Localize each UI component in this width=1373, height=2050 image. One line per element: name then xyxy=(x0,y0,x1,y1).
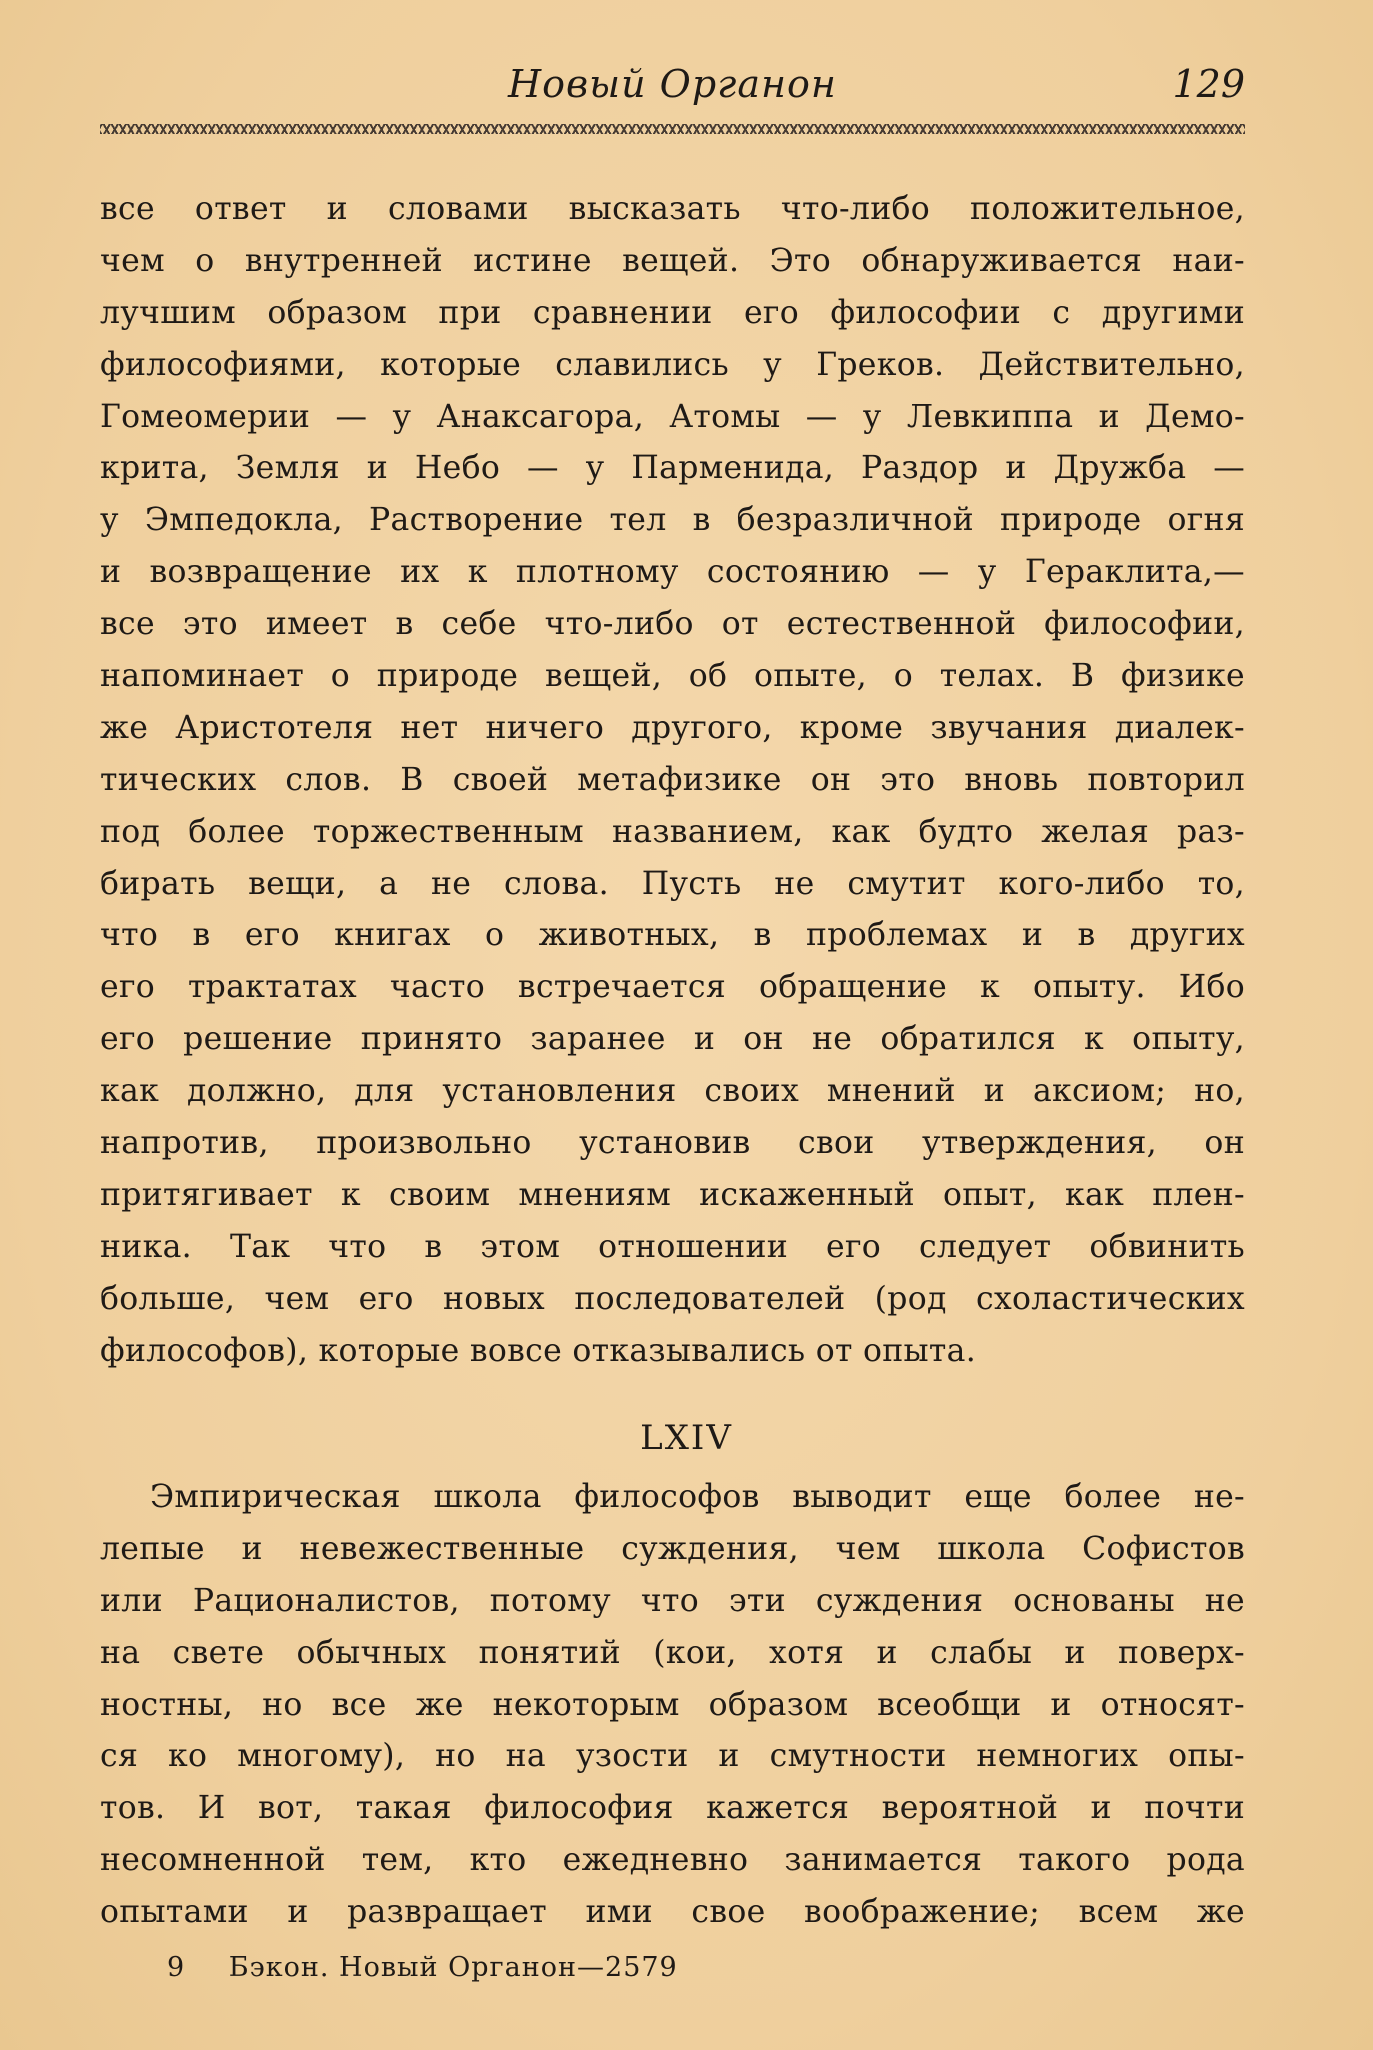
text-line: чем о внутренней истине вещей. Это обнаруживается наи- xyxy=(100,242,1245,279)
text-line: ся ко многому), но на узости и смутности немногих опы- xyxy=(100,1738,1245,1775)
paragraph-1 xyxy=(100,184,1245,1377)
text-line: ника. Так что в этом отношении его следует обвинить xyxy=(100,1228,1245,1265)
text-line: же Аристотеля нет ничего другого, кроме звучания диалек- xyxy=(100,709,1245,746)
text-line: тических слов. В своей метафизике он это вновь повторил xyxy=(100,761,1245,798)
text-line: напротив, произвольно установив свои утверждения, он xyxy=(100,1125,1245,1162)
text-line: что в его книгах о животных, в проблемах и в других xyxy=(100,917,1245,954)
signature-text: Бэкон. Новый Органон—2579 xyxy=(228,1952,678,1983)
paragraph-2 xyxy=(100,1472,1245,1939)
text-line: напоминает о природе вещей, об опыте, о телах. В физике xyxy=(100,658,1245,695)
text-line: опытами и развращает ими свое воображение; всем же xyxy=(100,1894,1245,1931)
text-line: больше, чем его новых последователей (род схоластических xyxy=(100,1280,1245,1317)
page-number: 129 xyxy=(1172,62,1245,106)
text-line: бирать вещи, а не слова. Пусть не смутит кого-либо то, xyxy=(100,865,1245,902)
text-line: все ответ и словами высказать что-либо положительное, xyxy=(100,191,1245,227)
text-line: и возвращение их к плотному состоянию — у Гераклита,— xyxy=(100,554,1245,591)
text-line: все это имеет в себе что-либо от естественной философии, xyxy=(100,606,1245,643)
text-line: ностны, но все же некоторым образом всеобщи и относят- xyxy=(100,1686,1245,1723)
text-line: лепые и невежественные суждения, чем школа Софистов xyxy=(100,1530,1245,1567)
running-title: Новый Органон xyxy=(508,62,837,106)
text-line: под более торжественным названием, как будто желая раз- xyxy=(100,813,1245,850)
text-line: на свете обычных понятий (кои, хотя и слабы и поверх- xyxy=(100,1634,1245,1671)
text-line: лучшим образом при сравнении его философии с другими xyxy=(100,294,1245,331)
signature-number: 9 xyxy=(167,1952,186,1983)
text-line: Гомеомерии — у Анаксагора, Атомы — у Левкиппа и Демо- xyxy=(100,398,1245,435)
text-line: тов. И вот, такая философия кажется вероятной и почти xyxy=(100,1790,1245,1827)
printer-signature xyxy=(167,1952,678,1983)
text-line: как должно, для установления своих мнений и аксиом; но, xyxy=(100,1073,1245,1110)
text-line: его трактатах часто встречается обращение к опыту. Ибо xyxy=(100,969,1245,1006)
text-line: притягивает к своим мнениям искаженный опыт, как плен- xyxy=(100,1176,1245,1213)
text-line: несомненной тем, кто ежедневно занимается такого рода xyxy=(100,1842,1245,1879)
text-line: философиями, которые славились у Греков. Действительно, xyxy=(100,346,1245,383)
decorative-rule xyxy=(100,124,1245,134)
text-line: или Рационалистов, потому что эти суждения основаны не xyxy=(100,1582,1245,1619)
text-line: философов), которые вовсе отказывались от опыта. xyxy=(100,1332,977,1369)
page-header xyxy=(100,62,1245,122)
section-heading: LXIV xyxy=(640,1418,733,1458)
text-line: крита, Земля и Небо — у Парменида, Раздор и Дружба — xyxy=(100,450,1245,487)
text-line: у Эмпедокла, Растворение тел в безразличной природе огня xyxy=(100,502,1245,539)
text-line: Эмпирическая школа философов выводит еще более не- xyxy=(150,1479,1245,1515)
text-line: его решение принято заранее и он не обратился к опыту, xyxy=(100,1021,1245,1058)
